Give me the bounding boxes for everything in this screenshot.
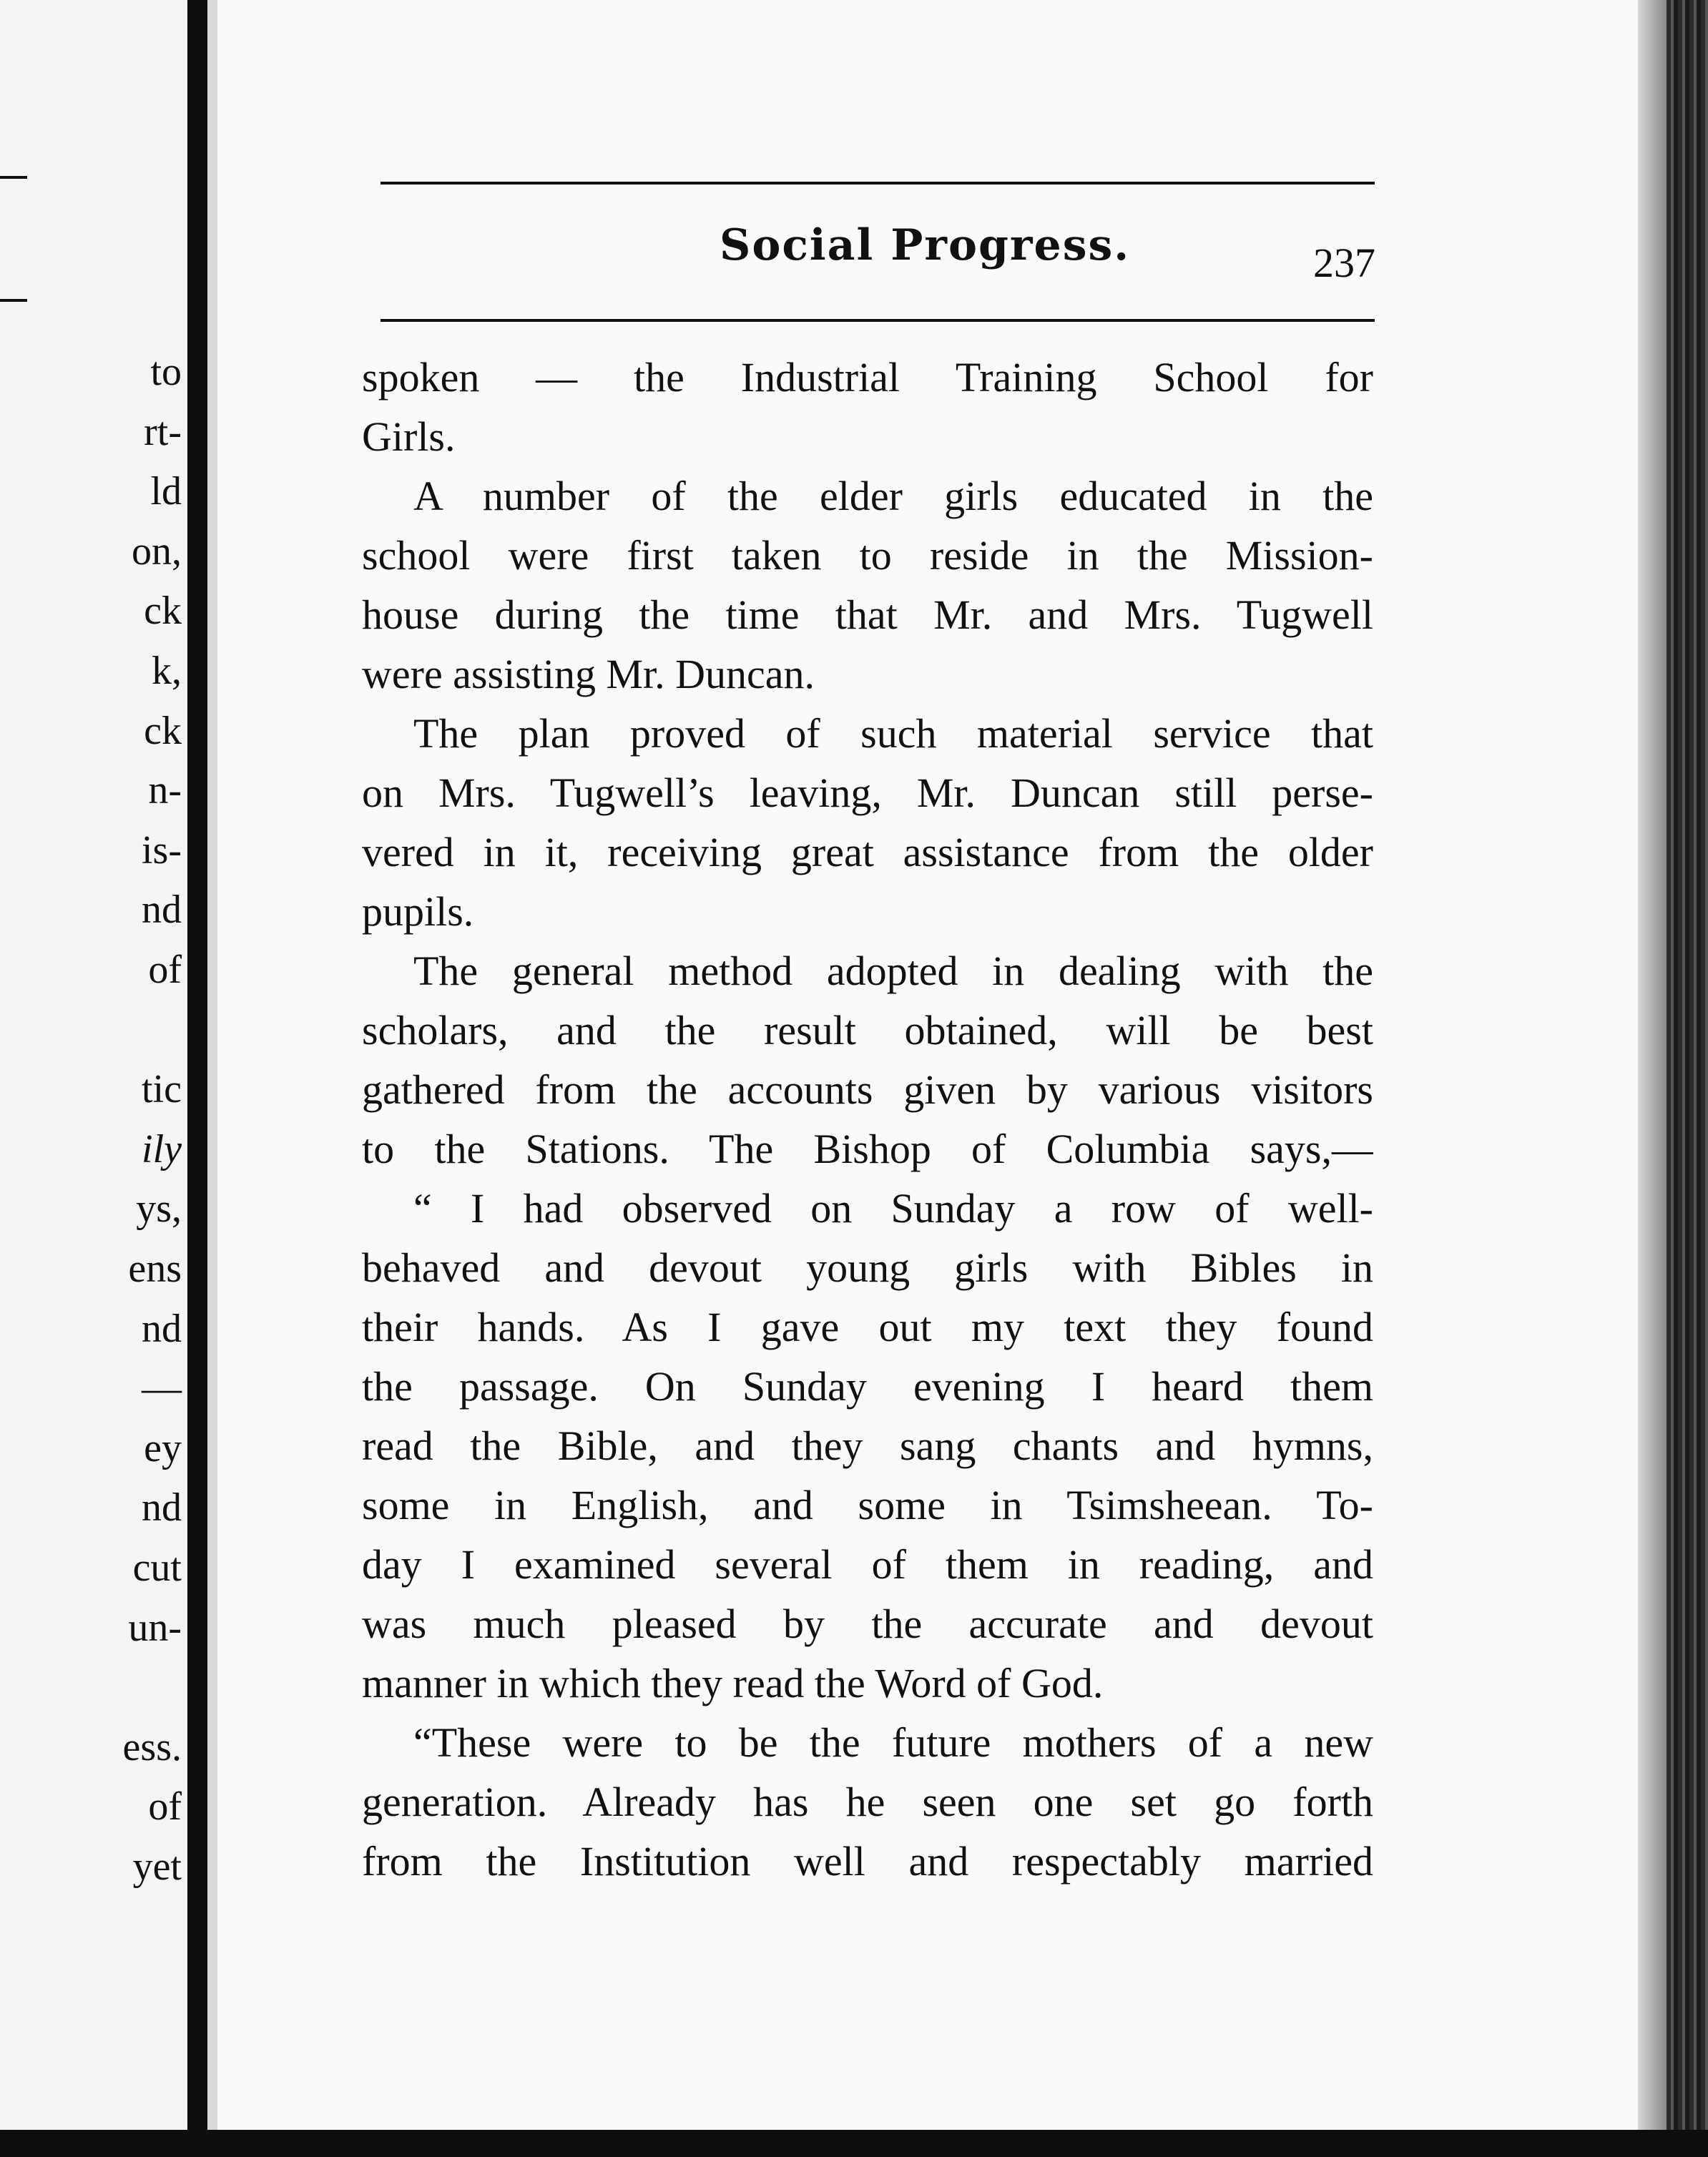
text-line: pupils. (362, 888, 474, 935)
facing-page-fragment-text: — (142, 1366, 182, 1411)
text-line: The plan proved of such material service that (413, 710, 1373, 757)
header-rule-top (381, 182, 1375, 185)
facing-page-fragment-text: cut (132, 1546, 182, 1590)
facing-page-fragment-text: yet (132, 1844, 182, 1889)
scan-bottom-border (0, 2130, 1708, 2157)
text-line: “These were to be the future mothers of a new (413, 1719, 1373, 1766)
facing-page-fragment (0, 0, 187, 2157)
header-rule-bottom (381, 319, 1375, 322)
text-line: Girls. (362, 413, 456, 460)
text-line: on Mrs. Tugwell’s leaving, Mr. Duncan still perse- (362, 770, 1373, 816)
text-line: house during the time that Mr. and Mrs. Tugwell (362, 591, 1373, 638)
facing-page-fragment-text: of (148, 1784, 182, 1829)
text-line: gathered from the accounts given by various visitors (362, 1066, 1373, 1113)
text-line: generation. Already has he seen one set go forth (362, 1779, 1373, 1825)
text-line: spoken — the Industrial Training School for (362, 354, 1373, 401)
text-line: their hands. As I gave out my text they found (362, 1304, 1373, 1350)
facing-page-rule-bottom (0, 299, 27, 302)
facing-page-fragment-text: un- (128, 1605, 182, 1650)
text-line: day I examined several of them in reading, and (362, 1541, 1373, 1588)
facing-page-fragment-text: ess. (122, 1724, 182, 1769)
facing-page-rule-top (0, 176, 27, 179)
running-head: Social Progress. (720, 220, 1131, 270)
facing-page-fragment-text: n- (148, 768, 182, 813)
facing-page-fragment-text: rt- (144, 409, 182, 454)
text-line: from the Institution well and respectably married (362, 1838, 1373, 1885)
page-stack-edges (1667, 0, 1708, 2157)
text-line: the passage. On Sunday evening I heard them (362, 1363, 1373, 1410)
page-number: 237 (1313, 240, 1375, 286)
text-line: A number of the elder girls educated in the (413, 473, 1373, 519)
book-gutter (187, 0, 207, 2157)
text-line: to the Stations. The Bishop of Columbia says,— (362, 1126, 1373, 1172)
text-line: were assisting Mr. Duncan. (362, 651, 815, 697)
facing-page-fragment-text: k, (152, 649, 182, 693)
facing-page-fragment-text: ens (128, 1247, 182, 1291)
body-text (362, 348, 1373, 1891)
facing-page-fragment-text: nd (142, 888, 182, 933)
facing-page-fragment-text: ck (144, 708, 182, 753)
text-line: manner in which they read the Word of God. (362, 1660, 1104, 1706)
text-line: vered in it, receiving great assistance from the older (362, 829, 1373, 875)
text-line: some in English, and some in Tsimsheean. To- (362, 1482, 1373, 1528)
facing-page-fragment-text: ily (142, 1126, 182, 1171)
text-line: read the Bible, and they sang chants and hymns, (362, 1423, 1373, 1469)
text-line: The general method adopted in dealing with the (413, 948, 1373, 994)
text-line: behaved and devout young girls with Bibles in (362, 1244, 1373, 1291)
gutter-margin (207, 0, 217, 2157)
facing-page-fragment-text: to (150, 350, 182, 394)
facing-page-fragment-text: of (148, 948, 182, 992)
facing-page-fragment-text: on, (132, 529, 182, 574)
facing-page-fragment-text: nd (142, 1306, 182, 1351)
facing-page-fragment-text: ck (144, 589, 182, 634)
text-line: scholars, and the result obtained, will be best (362, 1007, 1373, 1053)
facing-page-fragment-text: is- (142, 827, 182, 873)
facing-page-fragment-text: ys, (136, 1186, 182, 1232)
text-line: school were first taken to reside in the Mission- (362, 532, 1373, 579)
text-line: “ I had observed on Sunday a row of well- (413, 1185, 1373, 1232)
facing-page-fragment-text: nd (142, 1485, 182, 1530)
text-line: was much pleased by the accurate and devout (362, 1601, 1373, 1647)
facing-page-fragment-text: ld (150, 469, 182, 514)
facing-page-fragment-text: tic (142, 1067, 182, 1112)
page-edge-shadow (1638, 0, 1667, 2157)
facing-page-fragment-text: ey (144, 1425, 182, 1470)
